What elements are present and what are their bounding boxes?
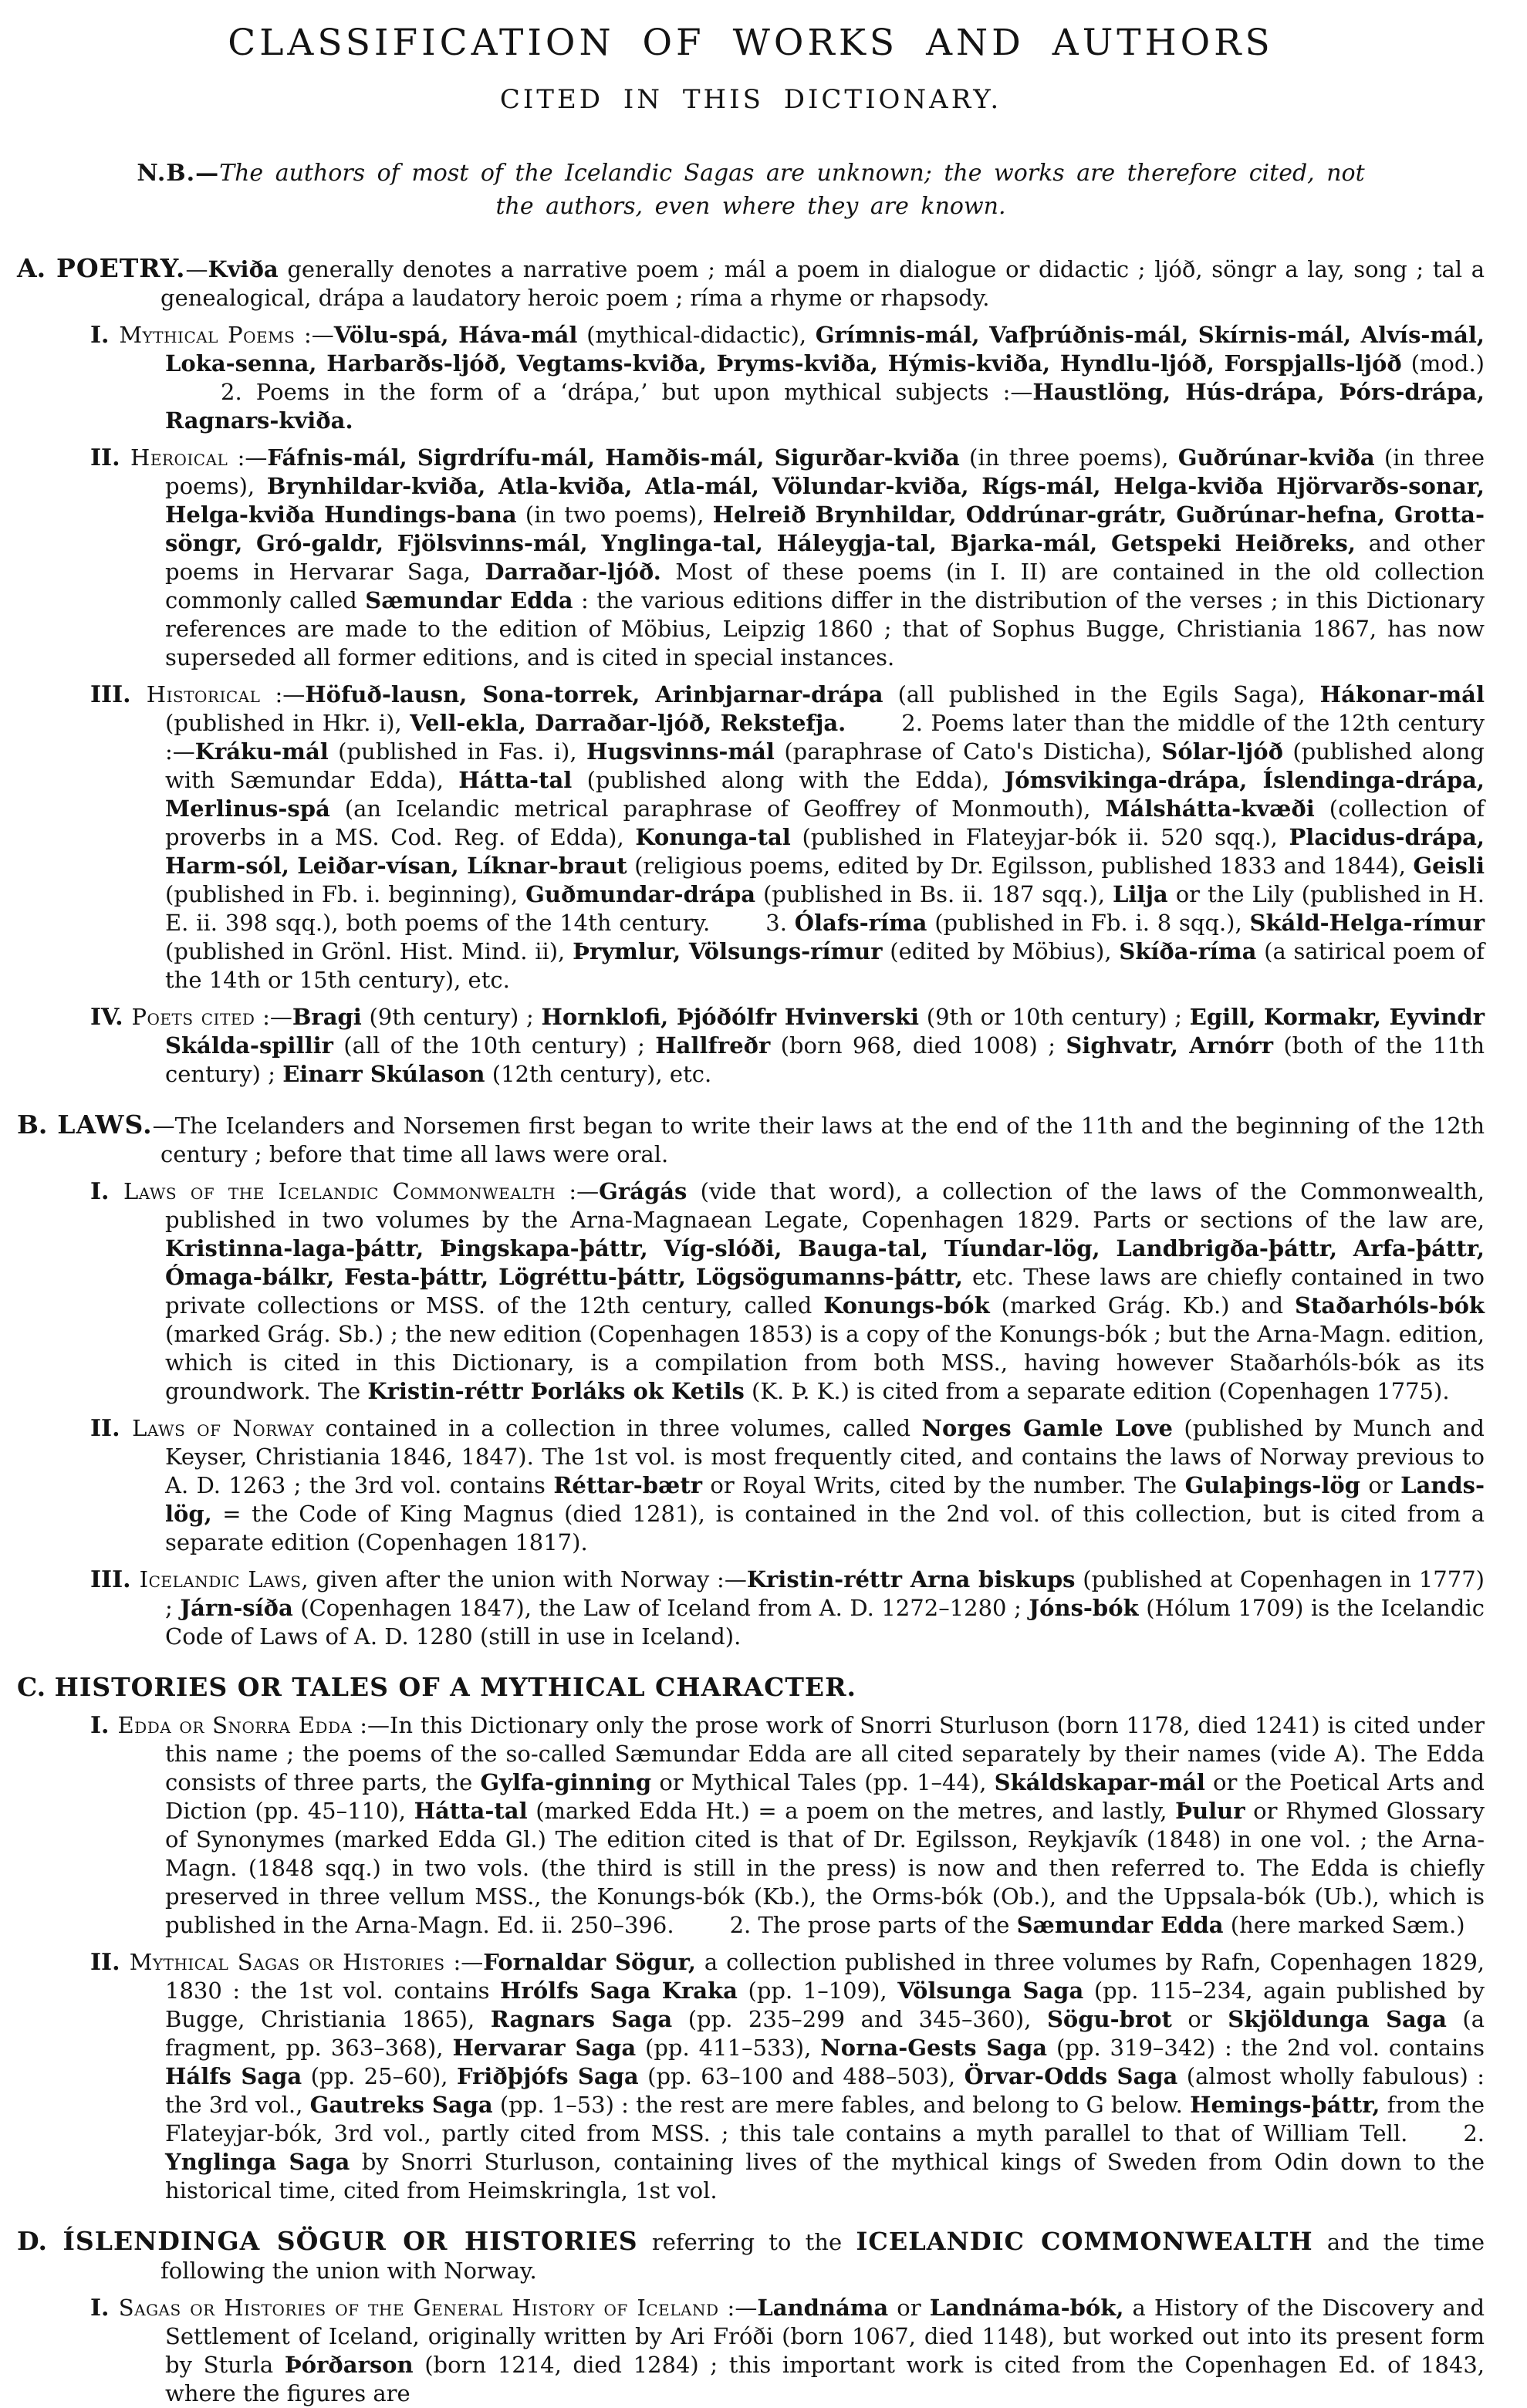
item-numeral: I. xyxy=(90,1178,123,1205)
text-segment: (pp. 25–60), xyxy=(302,2063,457,2089)
section-b xyxy=(17,1110,1485,1651)
text-segment: Haustlöng, Hús-drápa, Þórs-drápa, Ragnars-kviða. xyxy=(165,379,1485,434)
text-segment: Hallfreðr xyxy=(655,1032,771,1059)
text-segment: (published in Fas. i), xyxy=(328,738,586,765)
text-segment: —The Icelanders and Norsemen first began to write their laws at the end of the 11th and the beginning of the 12th century ; before that time all laws were oral. xyxy=(152,1113,1485,1167)
text-segment: generally denotes a narrative poem ; mál a poem in dialogue or didactic ; ljóð, söngr a lay, song ; tal a genealogical, drápa a laudatory heroic poem ; ríma a rhyme or rhapsody. xyxy=(160,256,1485,311)
item-numeral: IV. xyxy=(90,1004,132,1031)
text-segment: Bragi xyxy=(292,1004,362,1030)
text-segment: (published in Flateyjar-bók ii. 520 sqq.), xyxy=(790,824,1289,850)
text-segment: Norges Gamle Love xyxy=(921,1415,1174,1441)
text-segment: Geisli xyxy=(1413,853,1485,879)
text-segment: Gulaþings-lög xyxy=(1184,1472,1360,1498)
nb-note xyxy=(118,157,1383,223)
text-segment: (collection of proverbs in a MS. Cod. Reg. of Edda), xyxy=(165,795,1485,850)
text-segment: Sögu-brot xyxy=(1046,2006,1172,2032)
text-segment: Sæmundar Edda xyxy=(1016,1912,1224,1938)
text-segment: Grágás xyxy=(599,1178,687,1204)
text-segment: Helreið Brynhildar, Oddrúnar-grátr, Guðrúnar-hefna, Grotta-söngr, Gró-galdr, Fjölsvinns-mál, Ynglinga-tal, Háleygja-tal, Bjarka-mál, Getspeki Heiðreks, xyxy=(165,502,1485,556)
text-segment: = the Code of King Magnus (died 1281), is contained in the 2nd vol. of this collection, but is cited from a separate edition (Copenhagen 1817). xyxy=(165,1501,1485,1555)
text-segment: Hornklofi, Þjóðólfr Hvinverski xyxy=(541,1004,920,1030)
text-segment: (born 968, died 1008) ; xyxy=(770,1032,1066,1059)
text-segment: Málshátta-kvæði xyxy=(1105,795,1315,822)
text-segment: :— xyxy=(260,681,306,708)
section-letter: A. xyxy=(17,253,57,283)
text-segment: Edda or Snorra Edda xyxy=(117,1712,353,1738)
text-segment: Vell-ekla, Darraðar-ljóð, Rekstefja. xyxy=(410,710,846,736)
text-segment: Icelandic Laws xyxy=(139,1566,302,1592)
text-segment: etc. These laws are chiefly contained in two private collections or MSS. of the 12th century, called xyxy=(165,1264,1485,1319)
text-segment: (pp. 1–109), xyxy=(737,1977,898,2004)
text-segment: 2. Poems in the form of a ‘drápa,’ but upon mythical subjects :— xyxy=(221,379,1033,405)
section-title: HISTORIES OR TALES OF A MYTHICAL CHARACTER. xyxy=(54,1672,856,1702)
item-b-ii xyxy=(17,1414,1485,1557)
nb-note-text: The authors of most of the Icelandic Sagas are unknown; the works are therefore cited, not the authors, even where they are known. xyxy=(219,160,1365,220)
text-segment: Mythical Sagas or Histories xyxy=(129,1949,445,1975)
text-segment: (published along with Sæmundar Edda), xyxy=(165,738,1485,793)
text-segment: Poets cited xyxy=(131,1004,255,1030)
text-segment: (published in Hkr. i), xyxy=(165,710,410,736)
text-segment: 3. xyxy=(765,910,795,936)
text-segment: Skíða-ríma xyxy=(1119,938,1257,964)
text-segment: Darraðar-ljóð. xyxy=(485,559,661,585)
text-segment: :—In this Dictionary only the prose work of Snorri Sturluson (born 1178, died 1241) is cited under this name ; the poems of the so-called Sæmundar Edda are all cited separately by their names (vide A). The Edda consists of three parts, the xyxy=(165,1712,1485,1795)
text-segment: (an Icelandic metrical paraphrase of Geoffrey of Monmouth), xyxy=(329,795,1106,822)
item-numeral: III. xyxy=(90,1566,140,1593)
text-segment: (mythical-didactic), xyxy=(577,322,816,348)
item-a-ii xyxy=(17,444,1485,672)
text-segment: Konungs-bók xyxy=(823,1292,990,1319)
section-d xyxy=(17,2227,1485,2408)
section-a xyxy=(17,254,1485,1089)
text-segment: Ragnars Saga xyxy=(490,2006,673,2032)
text-segment: Grímnis-mál, Vafþrúðnis-mál, Skírnis-mál, Alvís-mál, Loka-senna, Harbarðs-ljóð, Vegtams-kviða, Þryms-kviða, Hýmis-kviða, Hyndlu-ljóð, Forspjalls-ljóð xyxy=(165,322,1485,377)
text-segment: Þulur xyxy=(1175,1798,1245,1824)
text-segment: Hrólfs Saga Kraka xyxy=(500,1977,738,2004)
section-letter: D. xyxy=(17,2226,63,2256)
text-segment: or xyxy=(1171,2006,1228,2032)
text-segment: (pp. 1–53) : the rest are mere fables, and belong to G below. xyxy=(492,2092,1191,2118)
text-segment: Skáldskapar-mál xyxy=(994,1769,1205,1795)
text-segment: or xyxy=(888,2295,930,2321)
text-segment: Guðrúnar-kviða xyxy=(1177,444,1375,471)
text-segment: (12th century), etc. xyxy=(485,1061,712,1087)
text-segment: Höfuð-lausn, Sona-torrek, Arinbjarnar-drápa xyxy=(305,681,883,708)
section-title: LAWS. xyxy=(57,1109,153,1140)
text-segment: (pp. 115–234, again published by Bugge, Christiania 1865), xyxy=(165,1977,1485,2032)
text-segment: Gylfa-ginning xyxy=(480,1769,652,1795)
text-segment: (9th century) ; xyxy=(361,1004,542,1030)
text-segment: — xyxy=(185,256,208,282)
text-segment: Skáld-Helga-rímur xyxy=(1249,910,1485,936)
text-segment: Kviða xyxy=(208,256,279,282)
text-segment: or Mythical Tales (pp. 1–44), xyxy=(651,1769,995,1795)
text-segment: (all of the 10th century) ; xyxy=(333,1032,656,1059)
text-segment: 2. xyxy=(1463,2120,1485,2146)
text-segment: (a satirical poem of the 14th or 15th century), etc. xyxy=(165,938,1485,993)
text-segment: (vide that word), a collection of the laws of the Commonwealth, published in two volumes by the Arna-Magnaean Legate, Copenhagen 1829. Parts or sections of the law are, xyxy=(165,1178,1485,1233)
item-numeral: I. xyxy=(90,2295,119,2322)
text-segment: a collection published in three volumes by Rafn, Copenhagen 1829, 1830 : the 1st vol. contains xyxy=(165,1949,1485,2004)
text-segment: :— xyxy=(444,1949,484,1975)
text-segment: (published by Munch and Keyser, Christiania 1846, 1847). The 1st vol. is most frequently cited, and contains the laws of Norway previous to A. D. 1263 ; the 3rd vol. contains xyxy=(165,1415,1485,1498)
text-segment: Þrymlur, Völsungs-rímur xyxy=(573,938,883,964)
section-title: ÍSLENDINGA SÖGUR OR HISTORIES xyxy=(62,2226,638,2256)
text-segment: (mod.) xyxy=(1401,350,1485,377)
section-a-heading xyxy=(17,254,1485,312)
text-segment: Norna-Gests Saga xyxy=(820,2035,1048,2061)
text-segment: (edited by Möbius), xyxy=(882,938,1120,964)
text-segment: Örvar-Odds Saga xyxy=(964,2063,1178,2089)
item-numeral: II. xyxy=(90,444,131,471)
text-segment: Hálfs Saga xyxy=(165,2063,302,2089)
text-segment: Skjöldunga Saga xyxy=(1228,2006,1447,2032)
text-segment: (in two poems), xyxy=(516,502,713,528)
text-segment: Þórðarson xyxy=(284,2352,414,2378)
page-subtitle: CITED IN THIS DICTIONARY. xyxy=(499,84,1002,115)
text-segment: :— xyxy=(718,2295,758,2321)
text-segment: Brynhildar-kviða, Atla-kviða, Atla-mál, Völundar-kviða, Rígs-mál, Helga-kviða Hjörvarðs-sonar, Helga-kviða Hundings-bana xyxy=(165,473,1485,528)
page-title: CLASSIFICATION OF WORKS AND AUTHORS xyxy=(228,22,1274,64)
text-segment: Sighvatr, Arnórr xyxy=(1066,1032,1273,1059)
text-segment: Réttar-bætr xyxy=(553,1472,702,1498)
text-segment: 2. The prose parts of the xyxy=(729,1912,1017,1938)
item-b-iii xyxy=(17,1565,1485,1651)
text-segment: Egill, Kormakr, Eyvindr Skálda-spillir xyxy=(165,1004,1485,1059)
text-segment: Laws of the Icelandic Commonwealth xyxy=(123,1178,556,1204)
text-segment: Járn-síða xyxy=(180,1595,293,1621)
text-segment: from the Flateyjar-bók, 3rd vol., partly cited from MSS. ; this tale contains a myth parallel to that of William Tell. xyxy=(165,2092,1485,2146)
text-segment: Laws of Norway xyxy=(132,1415,315,1441)
text-segment: Placidus-drápa, Harm-sól, Leiðar-vísan, Líknar-braut xyxy=(165,824,1485,879)
text-segment: (9th or 10th century) ; xyxy=(919,1004,1190,1030)
text-segment: (published in Bs. ii. 187 sqq.), xyxy=(755,881,1113,907)
item-c-ii xyxy=(17,1948,1485,2205)
text-segment: (marked Grág. Kb.) and xyxy=(989,1292,1295,1319)
text-segment: by Snorri Sturluson, containing lives of the mythical kings of Sweden from Odin down to the historical time, cited from Heimskringla, 1st vol. xyxy=(165,2149,1485,2204)
section-letter: B. xyxy=(17,1109,58,1140)
text-segment: Hátta-tal xyxy=(414,1798,528,1824)
item-numeral: II. xyxy=(90,1415,133,1442)
text-segment: Hemings-þáttr, xyxy=(1190,2092,1380,2118)
text-segment: , given after the union with Norway :— xyxy=(301,1566,747,1592)
text-segment: ICELANDIC COMMONWEALTH xyxy=(856,2227,1313,2256)
item-numeral: III. xyxy=(90,681,147,708)
text-segment: or Rhymed Glossary of Synonymes (marked Edda Gl.) The edition cited is that of Dr. Egilsson, Reykjavík (1848) in one vol. ; the Arna-Magn. (1848 sqq.) in two vols. (the third is still in the press) is now and then referred to. The Edda is chiefly preserved in three vellum MSS., the Konungs-bók (Kb.), the Orms-bók (Ob.), and the Uppsala-bók (Ub.), which is published in the Arna-Magn. Ed. ii. 250–396. xyxy=(165,1798,1485,1938)
text-segment: (marked Edda Ht.) = a poem on the metres, and lastly, xyxy=(527,1798,1176,1824)
text-segment: Heroical xyxy=(130,444,228,471)
text-segment: (almost wholly fabulous) : the 3rd vol., xyxy=(165,2063,1485,2118)
text-segment: (K. Þ. K.) is cited from a separate edition (Copenhagen 1775). xyxy=(744,1378,1450,1404)
text-segment: Landnáma-bók, xyxy=(929,2295,1124,2321)
text-segment: Jóns-bók xyxy=(1029,1595,1139,1621)
text-segment: Ynglinga Saga xyxy=(165,2149,350,2175)
text-segment: Fornaldar Sögur, xyxy=(483,1949,696,1975)
text-segment: Mythical Poems xyxy=(119,322,296,348)
text-segment: Fáfnis-mál, Sigrdrífu-mál, Hamðis-mál, Sigurðar-kviða xyxy=(267,444,960,471)
text-segment: Sæmundar Edda xyxy=(365,587,573,613)
text-segment: Most of these poems (in I. II) are contained in the old collection commonly called xyxy=(165,559,1485,613)
item-d-i xyxy=(17,2294,1485,2408)
text-segment: Konunga-tal xyxy=(635,824,791,850)
text-segment: or xyxy=(1360,1472,1401,1498)
text-segment: Hervarar Saga xyxy=(452,2035,637,2061)
text-segment: (published in Fb. i. beginning), xyxy=(165,881,526,907)
text-segment: Kráku-mál xyxy=(194,738,329,765)
text-segment: :— xyxy=(255,1004,292,1030)
text-segment: Staðarhóls-bók xyxy=(1294,1292,1485,1319)
text-segment: (all published in the Egils Saga), xyxy=(883,681,1320,708)
text-segment: :— xyxy=(556,1178,600,1204)
text-segment: Kristin-réttr Arna biskups xyxy=(746,1566,1076,1592)
text-segment: (religious poems, edited by Dr. Egilsson, published 1833 and 1844), xyxy=(627,853,1414,879)
text-segment: Kristin-réttr Þorláks ok Ketils xyxy=(367,1378,745,1404)
item-b-i xyxy=(17,1177,1485,1406)
item-c-i xyxy=(17,1711,1485,1940)
text-segment: (Hólum 1709) is the Icelandic Code of Laws of A. D. 1280 (still in use in Iceland). xyxy=(165,1595,1485,1650)
section-title: POETRY. xyxy=(56,253,186,283)
section-c-heading xyxy=(17,1673,1485,1703)
text-segment: (pp. 411–533), xyxy=(636,2035,821,2061)
item-a-iii xyxy=(17,681,1485,995)
text-segment: (in three poems), xyxy=(165,444,1485,499)
text-segment: referring to the xyxy=(637,2229,856,2255)
item-numeral: I. xyxy=(90,322,120,349)
section-d-heading xyxy=(17,2227,1485,2285)
text-segment: (pp. 63–100 and 488–503), xyxy=(638,2063,965,2089)
section-letter: C. xyxy=(17,1672,55,1702)
text-segment: : the various editions differ in the distribution of the verses ; in this Dictionary references are made to the edition of Möbius, Leipzig 1860 ; that of Sophus Bugge, Christiania 1867, has now superseded all former editions, and is cited in special instances. xyxy=(165,587,1485,670)
text-segment: Sagas or Histories of the General History of Iceland xyxy=(118,2295,719,2321)
text-segment: Einarr Skúlason xyxy=(282,1061,485,1087)
text-segment: Kristinna-laga-þáttr, Þingskapa-þáttr, Víg-slóði, Bauga-tal, Tíundar-lög, Landbrigða-þáttr, Arfa-þáttr, Ómaga-bálkr, Festa-þáttr, Lögréttu-þáttr, Lögsögumanns-þáttr, xyxy=(165,1235,1485,1290)
text-segment: and the time following the union with Norway. xyxy=(160,2229,1485,2284)
text-segment: (paraphrase of Cato's Disticha), xyxy=(774,738,1162,765)
text-segment: and other poems in Hervarar Saga, xyxy=(165,530,1485,585)
text-segment: or the Lily (published in H. E. ii. 398 sqq.), both poems of the 14th century. xyxy=(165,881,1485,936)
text-segment: Hugsvinns-mál xyxy=(586,738,775,765)
text-segment: a History of the Discovery and Settlement of Iceland, originally written by Ari Fróði (born 1067, died 1148), but worked out into its present form by Sturla xyxy=(165,2295,1485,2378)
text-segment: (a fragment, pp. 363–368), xyxy=(165,2006,1485,2061)
text-segment: (published along with the Edda), xyxy=(572,767,1005,793)
text-segment: (born 1214, died 1284) ; this important work is cited from the Copenhagen Ed. of 1843, where the figures are xyxy=(165,2352,1485,2406)
text-segment: (marked Grág. Sb.) ; the new edition (Copenhagen 1853) is a copy of the Konungs-bók ; but the Arna-Magn. edition, which is cited in this Dictionary, is a compilation from both MSS., having however Staðarhóls-bók as its groundwork. The xyxy=(165,1321,1485,1404)
text-segment: (both of the 11th century) ; xyxy=(165,1032,1485,1087)
text-segment: 2. Poems later than the middle of the 12th century :— xyxy=(165,710,1485,765)
text-segment: (in three poems), xyxy=(959,444,1178,471)
text-segment: Völu-spá, Háva-mál xyxy=(333,322,578,348)
text-segment: Lilja xyxy=(1113,881,1168,907)
text-segment: Guðmundar-drápa xyxy=(525,881,755,907)
classification-sections xyxy=(17,254,1485,2408)
text-segment: or Royal Writs, cited by the number. The xyxy=(702,1472,1185,1498)
text-segment: (published in Fb. i. 8 sqq.), xyxy=(927,910,1250,936)
text-segment: Friðþjófs Saga xyxy=(456,2063,639,2089)
text-segment: (pp. 319–342) : the 2nd vol. contains xyxy=(1047,2035,1485,2061)
text-segment: Ólafs-ríma xyxy=(794,910,927,936)
text-segment: Jómsvikinga-drápa, Íslendinga-drápa, Merlinus-spá xyxy=(165,767,1485,822)
text-segment: or the Poetical Arts and Diction (pp. 45–110), xyxy=(165,1769,1485,1824)
item-numeral: I. xyxy=(90,1712,118,1739)
text-segment: Sólar-ljóð xyxy=(1161,738,1283,765)
text-segment: Historical xyxy=(146,681,261,708)
text-segment: Hákonar-mál xyxy=(1319,681,1485,708)
item-numeral: II. xyxy=(90,1949,130,1976)
text-segment: Landnáma xyxy=(757,2295,889,2321)
nb-note-lead: N.B.— xyxy=(137,160,220,187)
item-a-i xyxy=(17,321,1485,435)
text-segment: contained in a collection in three volumes, called xyxy=(314,1415,922,1441)
text-segment: (published in Grönl. Hist. Mind. ii), xyxy=(165,938,573,964)
section-c xyxy=(17,1673,1485,2205)
section-b-heading xyxy=(17,1110,1485,1169)
text-segment: Lands-lög, xyxy=(165,1472,1485,1527)
text-segment: (Copenhagen 1847), the Law of Iceland from A. D. 1272–1280 ; xyxy=(292,1595,1029,1621)
text-segment: Völsunga Saga xyxy=(897,1977,1084,2004)
text-segment: (here marked Sæm.) xyxy=(1223,1912,1465,1938)
text-segment: Gautreks Saga xyxy=(309,2092,493,2118)
text-segment: (published at Copenhagen in 1777) ; xyxy=(165,1566,1485,1621)
item-a-iv xyxy=(17,1003,1485,1089)
text-segment: :— xyxy=(228,444,268,471)
text-segment: (pp. 235–299 and 345–360), xyxy=(672,2006,1047,2032)
text-segment: Hátta-tal xyxy=(458,767,573,793)
text-segment: :— xyxy=(295,322,334,348)
